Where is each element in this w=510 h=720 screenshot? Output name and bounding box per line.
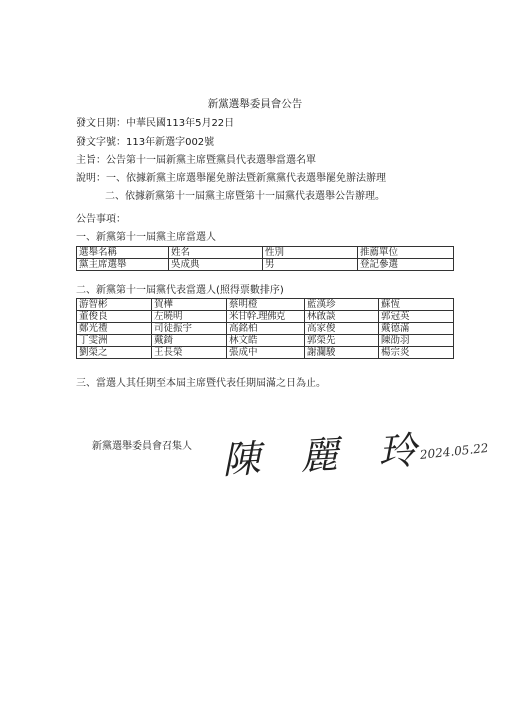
table-cell: 鄭光禮 <box>77 323 152 335</box>
table-cell: 蔡明橙 <box>227 299 305 311</box>
section3-text: 三、當選人其任期至本屆主席暨代表任期屆滿之日為止。 <box>76 378 326 389</box>
table-cell: 高銘柏 <box>227 323 305 335</box>
table-row <box>77 311 454 323</box>
table-cell: 林啟談 <box>305 311 379 323</box>
table-cell: 藍漢珍 <box>305 299 379 311</box>
table-cell: 黨主席選舉 <box>77 259 169 271</box>
table-cell: 登記參選 <box>358 259 454 271</box>
explanation-1: 說明：一、依據新黨主席選舉罷免辦法暨新黨黨代表選舉罷免辦法辦理 <box>76 173 386 184</box>
table-row <box>77 335 454 347</box>
table-cell: 男 <box>263 259 358 271</box>
table-cell: 郭冠英 <box>379 311 454 323</box>
table-cell: 張成中 <box>227 347 305 359</box>
table-header-cell: 推薦單位 <box>358 247 454 259</box>
notice-heading: 公告事項： <box>76 214 126 225</box>
chair-table-header-row <box>77 247 454 259</box>
table-row <box>77 259 454 271</box>
section1-heading: 一、新黨第十一屆黨主席當選人 <box>76 232 216 243</box>
table-cell: 董俊良 <box>77 311 152 323</box>
table-cell: 左曉明 <box>152 311 227 323</box>
table-cell: 游智彬 <box>77 299 152 311</box>
convener-label: 新黨選舉委員會召集人 <box>92 441 192 452</box>
table-cell: 陳劭羽 <box>379 335 454 347</box>
table-row <box>77 299 454 311</box>
table-header-cell: 選舉名稱 <box>77 247 169 259</box>
table-cell: 蘇恆 <box>379 299 454 311</box>
chair-table <box>76 246 454 271</box>
table-cell: 王長榮 <box>152 347 227 359</box>
table-cell: 戴錡 <box>152 335 227 347</box>
table-cell: 謝瀾駿 <box>305 347 379 359</box>
handwritten-signature: 陳 麗 玲 <box>221 427 432 483</box>
issue-date: 發文日期：中華民國113年5月22日 <box>76 118 235 129</box>
explanation-2: 二、依據新黨第十一屆黨主席暨第十一屆黨代表選舉公告辦理。 <box>105 191 385 202</box>
table-cell: 楊宗炎 <box>379 347 454 359</box>
table-row <box>77 347 454 359</box>
table-cell: 林文皓 <box>227 335 305 347</box>
handwritten-date: 2024.05.22 <box>419 440 490 462</box>
table-cell: 郭榮先 <box>305 335 379 347</box>
table-cell: 戴德滿 <box>379 323 454 335</box>
table-cell: 賀樺 <box>152 299 227 311</box>
table-header-cell: 性別 <box>263 247 358 259</box>
document-title: 新黨選舉委員會公告 <box>207 98 303 110</box>
representatives-table <box>76 298 454 359</box>
section2-heading: 二、新黨第十一屆黨代表當選人(照得票數排序) <box>76 285 284 296</box>
table-cell: 吳成典 <box>169 259 263 271</box>
table-cell: 劉榮之 <box>77 347 152 359</box>
table-cell: 高家俊 <box>305 323 379 335</box>
table-header-cell: 姓名 <box>169 247 263 259</box>
table-cell: 丁雯洲 <box>77 335 152 347</box>
table-cell: 米甘幹.理佛克 <box>227 311 305 323</box>
subject-line: 主旨：公告第十一屆新黨主席暨黨員代表選舉當選名單 <box>76 155 316 166</box>
table-cell: 司徒振宇 <box>152 323 227 335</box>
issue-number: 發文字號：113年新選字002號 <box>76 137 215 148</box>
table-row <box>77 323 454 335</box>
